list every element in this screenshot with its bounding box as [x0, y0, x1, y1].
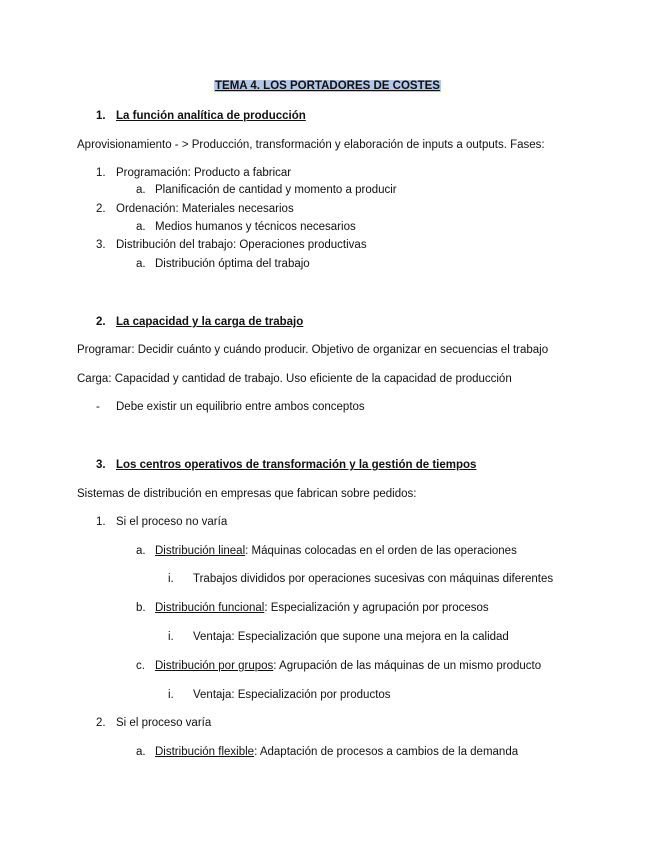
phase-3-sub-marker: a. [136, 258, 146, 270]
phase-3-text: Distribución del trabajo: Operaciones productivas [116, 239, 367, 251]
case-1-item-c-sub: Ventaja: Especialización por productos [193, 689, 391, 701]
case-1-item-b-marker: b. [136, 602, 146, 614]
case-1-item-c-sub-marker: i. [168, 689, 174, 701]
case-2-label: Si el proceso varía [116, 717, 212, 729]
phase-1-sub: Planificación de cantidad y momento a producir [155, 184, 397, 196]
case-1-item-a-term: Distribución lineal [155, 545, 246, 557]
phase-1-sub-marker: a. [136, 184, 146, 196]
case-1-item-c [155, 659, 541, 673]
phase-3-sub: Distribución óptima del trabajo [155, 258, 310, 270]
section-2-number: 2. [96, 316, 106, 328]
case-2-number: 2. [96, 717, 106, 729]
case-1-item-b-term: Distribución funcional [155, 602, 265, 614]
case-1-item-a-sub: Trabajos divididos por operaciones sucesivas con máquinas diferentes [193, 573, 554, 585]
case-1-item-b-desc: : Especialización y agrupación por procesos [264, 602, 489, 614]
section-1-number: 1. [96, 110, 106, 122]
section-3-number: 3. [96, 459, 106, 471]
case-2-item-a-desc: : Adaptación de procesos a cambios de la demanda [254, 746, 519, 758]
case-1-item-a [155, 544, 517, 558]
section-3-heading: Los centros operativos de transformación y la gestión de tiempos [116, 459, 477, 471]
case-1-label: Si el proceso no varía [116, 516, 228, 528]
section-2-line-2: Carga: Capacidad y cantidad de trabajo. Uso eficiente de la capacidad de producción [77, 373, 512, 385]
section-1-intro: Aprovisionamiento - > Producción, transformación y elaboración de inputs a outputs. Fases: [77, 139, 545, 151]
section-2-bullet-marker: - [96, 401, 100, 413]
case-1-number: 1. [96, 516, 106, 528]
phase-1-text: Programación: Producto a fabricar [116, 167, 292, 179]
case-1-item-c-marker: c. [136, 660, 145, 672]
case-1-item-a-desc: : Máquinas colocadas en el orden de las operaciones [245, 545, 517, 557]
page-title-text: TEMA 4. LOS PORTADORES DE COSTES [215, 80, 440, 92]
section-2-line-1: Programar: Decidir cuánto y cuándo producir. Objetivo de organizar en secuencias el trabajo [77, 344, 549, 356]
section-1-heading: La función analítica de producción [116, 110, 306, 122]
case-2-item-a [155, 745, 518, 759]
case-2-item-a-term: Distribución flexible [155, 746, 255, 758]
phase-2-number: 2. [96, 203, 106, 215]
section-2-bullet: Debe existir un equilibrio entre ambos conceptos [116, 401, 365, 413]
section-3-intro: Sistemas de distribución en empresas que fabrican sobre pedidos: [77, 488, 417, 500]
case-1-item-b-sub-marker: i. [168, 631, 174, 643]
case-1-item-b-sub: Ventaja: Especialización que supone una mejora en la calidad [193, 631, 509, 643]
page-title [0, 79, 655, 93]
case-1-item-c-term: Distribución por grupos [155, 660, 274, 672]
case-1-item-b [155, 601, 489, 615]
phase-2-sub: Medios humanos y técnicos necesarios [155, 221, 356, 233]
phase-1-number: 1. [96, 167, 106, 179]
phase-2-text: Ordenación: Materiales necesarios [116, 203, 294, 215]
case-1-item-a-marker: a. [136, 545, 146, 557]
case-2-item-a-marker: a. [136, 746, 146, 758]
case-1-item-c-desc: : Agrupación de las máquinas de un mismo producto [273, 660, 542, 672]
phase-3-number: 3. [96, 239, 106, 251]
phase-2-sub-marker: a. [136, 221, 146, 233]
case-1-item-a-sub-marker: i. [168, 573, 174, 585]
section-2-heading: La capacidad y la carga de trabajo [116, 316, 304, 328]
